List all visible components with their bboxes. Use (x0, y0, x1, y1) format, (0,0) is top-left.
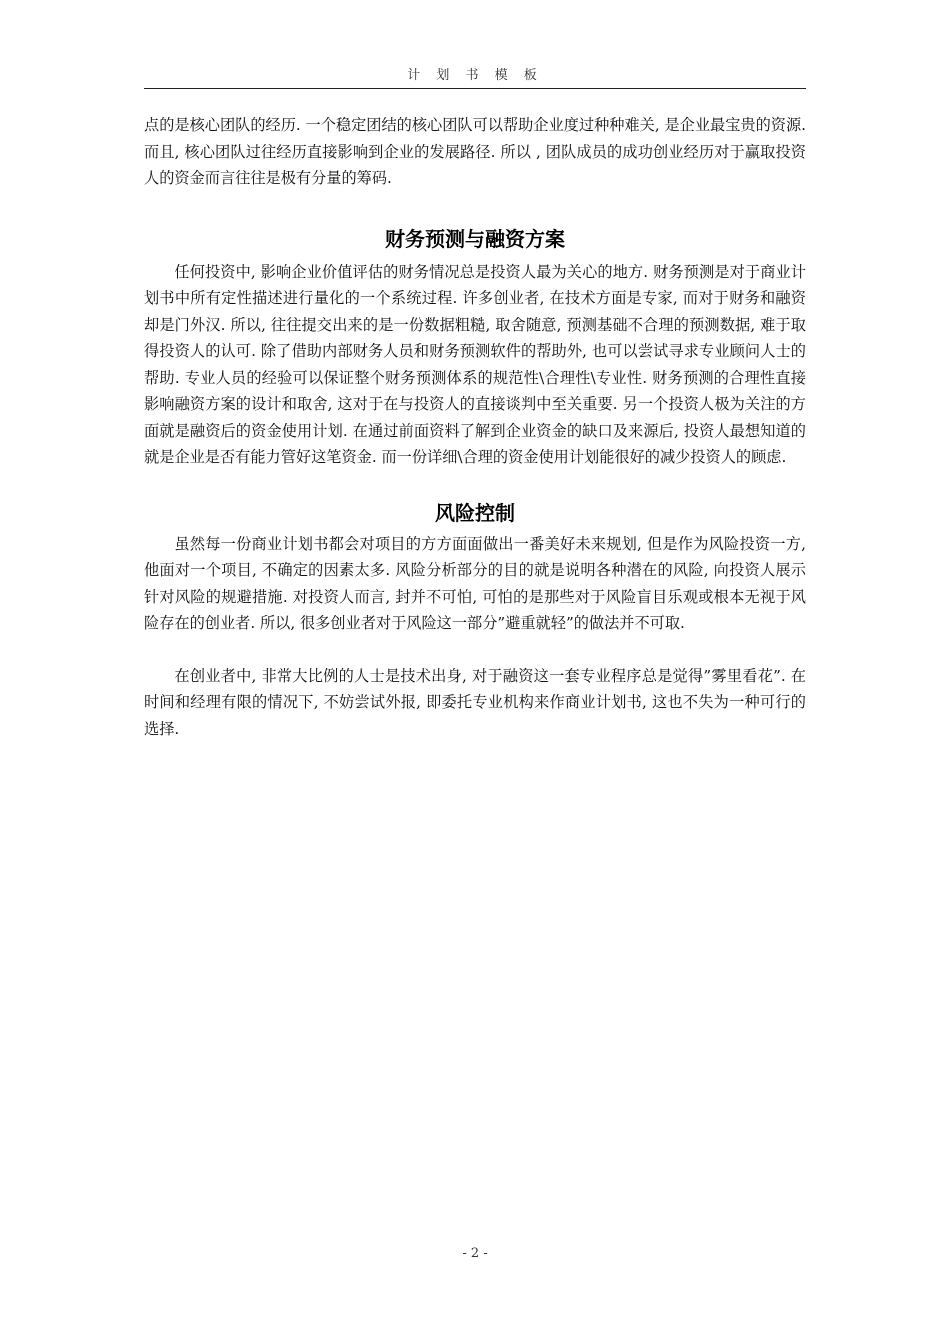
risk-paragraph-2: 在创业者中, 非常大比例的人士是技术出身, 对于融资这一套专业程序总是觉得”雾里看花”. 在时间和经理有限的情况下, 不妨尝试外报, 即委托专业机构来作商业计划书, 这也不失为一种可行的选择. (144, 666, 806, 738)
finance-paragraph: 任何投资中, 影响企业价值评估的财务情况总是投资人最为关心的地方. 财务预测是对于商业计划书中所有定性描述进行量化的一个系统过程. 许多创业者, 在技术方面是专家, 而对于财务和融资却是门外汉. 所以, 往往提交出来的是一份数据粗糙, 取舍随意, 预测基础不合理的预测数据, 难于取得投资人的认可. 除了借助内部财务人员和财务预测软件的帮助外, 也可以尝试寻求专业顾问人士的帮助. 专业人员的经验可以保证整个财务预测体系的规范性\合理性\专业性. 财务预测的合理性直接影响融资方案的设计和取舍, 这对于在与投资人的直接谈判中至关重要. 另一个投资人极为关注的方面就是融资后的资金使用计划. 在通过前面资料了解到企业资金的缺口及来源后, 投资人最想知道的就是企业是否有能力管好这笔资金. 而一份详细\合理的资金使用计划能很好的减少投资人的顾虑. (144, 262, 806, 466)
header-title: 计 划 书 模 板 (407, 68, 543, 83)
risk-paragraph-1: 虽然每一份商业计划书都会对项目的方方面面做出一番美好未来规划, 但是作为风险投资一方, 他面对一个项目, 不确定的因素太多. 风险分析部分的目的就是说明各种潜在的风险, 向投资人展示针对风险的规避措施. 对投资人而言, 封并不可怕, 可怕的是那些对于风险盲目乐观或根本无视于风险存在的创业者. 所以, 很多创业者对于风险这一部分”避重就轻”的做法并不可取. (144, 534, 806, 632)
intro-paragraph: 点的是核心团队的经历. 一个稳定团结的核心团队可以帮助企业度过种种难关, 是企业最宝贵的资源. 而且, 核心团队过往经历直接影响到企业的发展路径. 所以 , 团队成员的成功创业经历对于赢取投资人的资金而言往往是极有分量的筹码. (144, 116, 807, 187)
page-header (144, 64, 806, 89)
page-number: - 2 - (462, 1246, 488, 1261)
document-body (144, 112, 806, 742)
section-heading-finance: 财务预测与融资方案 (385, 226, 565, 251)
paragraph-spacer (144, 637, 806, 663)
section-heading-risk: 风险控制 (435, 500, 515, 525)
page-footer (0, 1246, 950, 1261)
